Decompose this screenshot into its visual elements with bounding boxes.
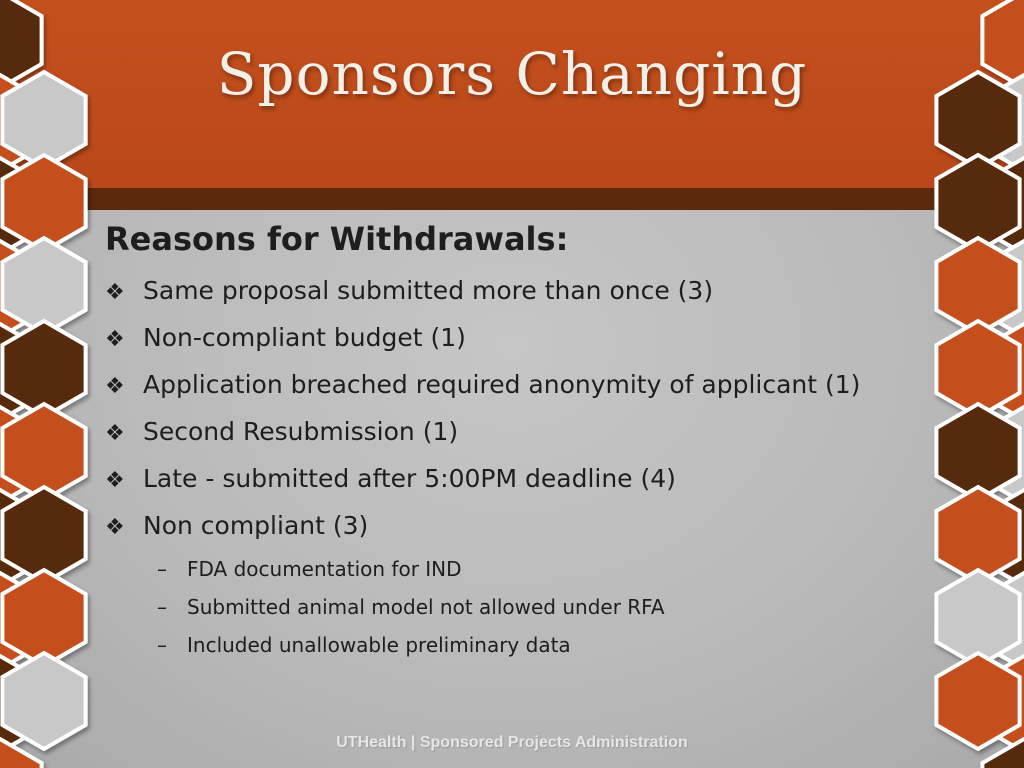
list-item-text: Non compliant (3): [143, 511, 369, 540]
dash-icon: –: [157, 557, 167, 581]
diamond-cluster-icon: ❖: [105, 374, 125, 399]
slide-content: [105, 220, 945, 664]
diamond-cluster-icon: ❖: [105, 421, 125, 446]
list-item-text: Late - submitted after 5:00PM deadline (4): [143, 464, 676, 493]
sub-list-item: [157, 550, 945, 588]
diamond-cluster-icon: ❖: [105, 280, 125, 305]
list-item-text: Application breached required anonymity of applicant (1): [143, 370, 861, 399]
list-item: [105, 456, 945, 503]
list-item: [105, 409, 945, 456]
sub-list-item: [157, 588, 945, 626]
list-item: [105, 268, 945, 315]
list-item-text: Non-compliant budget (1): [143, 323, 466, 352]
dash-icon: –: [157, 633, 167, 657]
sub-list-item: [157, 626, 945, 664]
dash-icon: –: [157, 595, 167, 619]
diamond-cluster-icon: ❖: [105, 515, 125, 540]
slide-title: Sponsors Changing: [216, 40, 808, 108]
list-item-text: Same proposal submitted more than once (3): [143, 276, 714, 305]
list-item-text: Second Resubmission (1): [143, 417, 459, 446]
sub-bullet-list: [105, 550, 945, 664]
sub-list-item-text: Included unallowable preliminary data: [187, 633, 571, 657]
bullet-list: [105, 268, 945, 664]
sub-list-item-text: FDA documentation for IND: [187, 557, 462, 581]
section-heading: Reasons for Withdrawals:: [105, 220, 569, 258]
list-item: [105, 315, 945, 362]
footer-text: UTHealth | Sponsored Projects Administration: [336, 734, 688, 751]
sub-list-item-text: Submitted animal model not allowed under RFA: [187, 595, 665, 619]
list-item: [105, 503, 945, 664]
diamond-cluster-icon: ❖: [105, 327, 125, 352]
diamond-cluster-icon: ❖: [105, 468, 125, 493]
list-item: [105, 362, 945, 409]
